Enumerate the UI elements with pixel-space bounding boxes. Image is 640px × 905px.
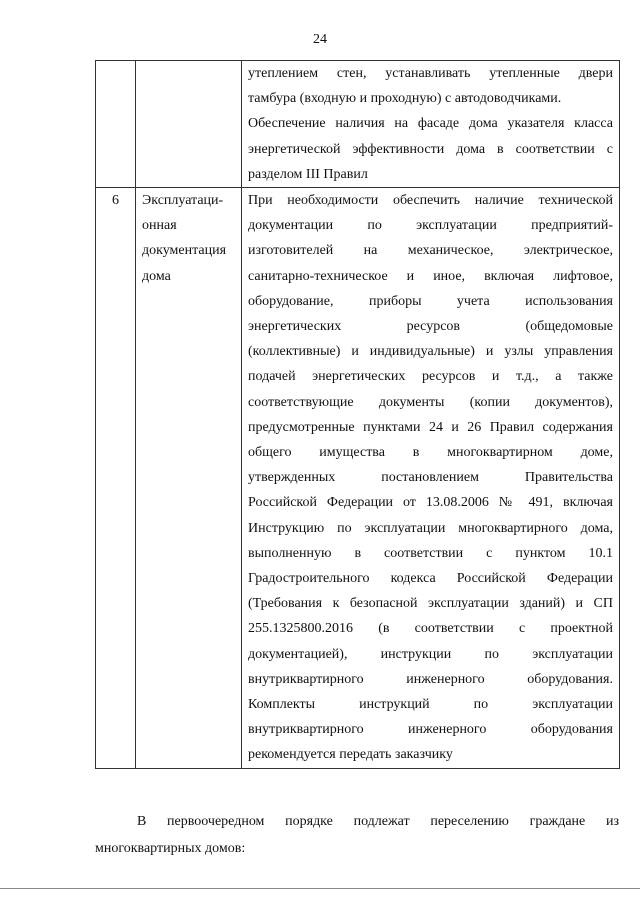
text-line: (коллективные) и индивидуальные) и узлы управления [248,344,613,360]
text-line: утвержденных постановлением Правительства [248,470,613,486]
text-line: общего имущества в многоквартирном доме, [248,445,613,461]
page-bottom-divider [0,888,640,889]
text-line: утеплением стен, устанавливать утепленные двери [248,66,613,81]
page-number: 24 [313,32,327,47]
text-line: тамбура (входную и проходную) с автодоводчиками. [248,91,562,107]
text-line: Российской Федерации от 13.08.2006 № 491, включая [248,495,613,511]
text-line: энергетической эффективности дома в соответствии с [248,141,613,157]
text-line: внутриквартирного инженерного оборудования [248,722,613,738]
text-line: Эксплуатаци- [142,193,224,209]
text-line: Комплекты инструкций по эксплуатации [248,697,613,713]
text-line: разделом III Правил [248,166,368,182]
text-line: изготовителей на механическое, электрическое, [248,243,613,259]
text-line: Обеспечение наличия на фасаде дома указателя класса [248,116,613,132]
text-line: рекомендуется передать заказчику [248,747,453,763]
text-line: Инструкцию по эксплуатации многоквартирного дома, [248,520,613,536]
description-cell [242,188,620,769]
text-line: Градостроительного кодекса Российской Федерации [248,571,613,587]
text-line: внутриквартирного инженерного оборудования. [248,671,613,687]
description-cell [242,61,620,188]
row-number-cell [96,61,136,188]
table-row [96,188,620,769]
text-line: дома [142,268,171,284]
text-line: оборудование, приборы учета использования [248,293,613,309]
text-line: подачей энергетических ресурсов и т.д., а также [248,369,613,385]
text-line: предусмотренные пунктами 24 и 26 Правил содержания [248,419,613,435]
text-line: санитарно-техническое и иное, включая лифтовое, [248,268,613,284]
text-line: 255.1325800.2016 (в соответствии с проектной [248,621,613,637]
text-line: При необходимости обеспечить наличие технической [248,193,613,209]
text-line: документацией), инструкции по эксплуатации [248,646,613,662]
body-paragraph [95,808,619,862]
text-line: документация [142,243,227,259]
text-line: онная [142,218,177,234]
text-line: выполненную в соответствии с пунктом 10.1 [248,545,613,561]
paragraph-line: многоквартирных домов: [95,841,246,856]
row-number-cell: 6 [96,188,136,769]
requirements-table [95,60,620,769]
paragraph-line: В первоочередном порядке подлежат переселению граждане из [137,814,619,829]
table-row [96,61,620,188]
section-name-cell [136,188,242,769]
text-line: энергетических ресурсов (общедомовые [248,319,613,335]
text-line: (Требования к безопасной эксплуатации зданий) и СП [248,596,613,612]
section-name-cell [136,61,242,188]
text-line: соответствующие документы (копии документов), [248,394,613,410]
text-line: документации по эксплуатации предприятий- [248,218,613,234]
